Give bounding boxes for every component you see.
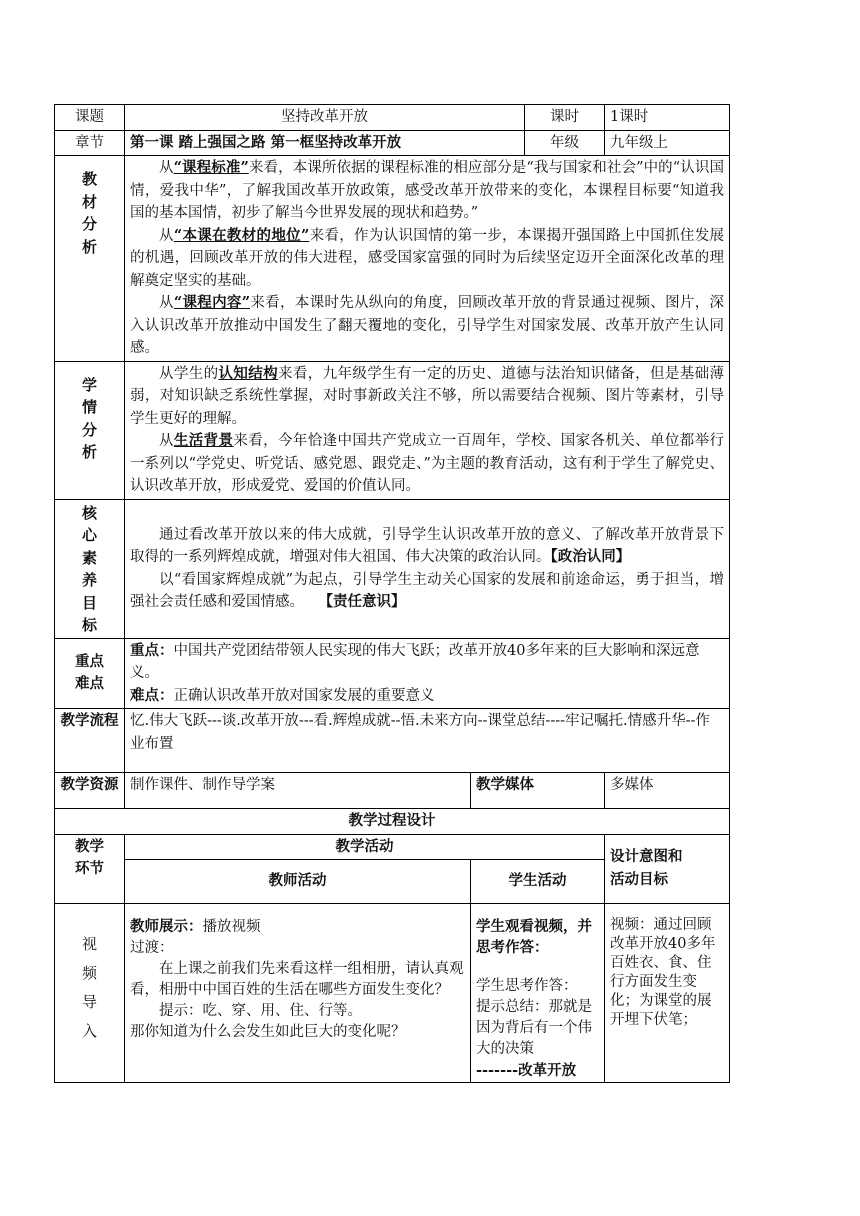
grade-label: 年级 bbox=[525, 130, 605, 156]
student-para-3: -------改革开放 bbox=[476, 1062, 577, 1079]
row-core-goals bbox=[55, 499, 730, 638]
textbook-analysis-content bbox=[125, 156, 730, 362]
key-point: 重点：中国共产党团结带领人民实现的伟大飞跃；改革开放40多年来的巨大影响和深远意义。 bbox=[130, 641, 700, 681]
core-para-1: 通过看改革开放以来的伟大成就，引导学生认识改革开放的意义、了解改革开放背景下取得的一系列辉煌成就，增强对伟大祖国、伟大决策的政治认同。【政治认同】 bbox=[130, 526, 724, 565]
row-process-title bbox=[55, 809, 730, 835]
teacher-activity-content bbox=[125, 904, 471, 1083]
student-activity-content bbox=[471, 904, 605, 1083]
hours-label: 课时 bbox=[525, 105, 605, 131]
lesson-plan-table bbox=[54, 104, 730, 1083]
hours-value: 1课时 bbox=[605, 105, 730, 131]
process-title: 教学过程设计 bbox=[55, 809, 730, 835]
core-para-2: 以“看国家辉煌成就”为起点，引导学生主动关心国家的发展和前途命运，勇于担当，增强社会责任感和爱国情感。 【责任意识】 bbox=[130, 571, 724, 610]
teaching-flow-label: 教学流程 bbox=[55, 709, 125, 773]
row-resources bbox=[55, 773, 730, 809]
student-activity-label: 学生活动 bbox=[471, 860, 605, 904]
resources-value: 制作课件、制作导学案 bbox=[125, 773, 471, 809]
video-intro-label: 视 频 导 入 bbox=[55, 904, 125, 1083]
student-para-1: 从学生的认知结构来看，九年级学生有一定的历史、道德与法治知识储备，但是基础薄弱，对知识缺乏系统性掌握，对时事新政关注不够，所以需要结合视频、图片等素材，引导学生更好的理解。 bbox=[130, 364, 725, 427]
row-key-points bbox=[55, 638, 730, 709]
key-points-label: 重点 难点 bbox=[55, 638, 125, 709]
teaching-flow-content: 忆.伟大飞跃---谈.改革开放---看.辉煌成就--悟.未来方向--课堂总结----牢记嘱托.情感升华--作业布置 bbox=[125, 709, 730, 773]
student-head: 学生观看视频，并思考作答： bbox=[476, 918, 592, 956]
row-student-analysis bbox=[55, 361, 730, 499]
chapter-label: 章节 bbox=[55, 130, 125, 156]
stage-label: 教学 环节 bbox=[55, 834, 125, 904]
student-para-2: 从生活背景来看，今年恰逢中国共产党成立一百周年，学校、国家各机关、单位都举行一系列以“学党史、听党话、感党恩、跟党走、”为主题的教育活动，这有利于学生了解党史、认识改革开放，形成爱党、爱国的价值认同。 bbox=[130, 432, 725, 494]
row-teaching-flow bbox=[55, 709, 730, 773]
teacher-para-3: 那你知道为什么会发生如此巨大的变化呢？ bbox=[130, 1024, 406, 1040]
difficult-point: 难点：正确认识改革开放对国家发展的重要意义 bbox=[130, 686, 435, 704]
topic-label: 课题 bbox=[55, 105, 125, 131]
activity-label: 教学活动 bbox=[125, 834, 605, 860]
row-topic bbox=[55, 105, 730, 131]
row-chapter bbox=[55, 130, 730, 156]
teacher-para-2: 提示：吃、穿、用、住、行等。 bbox=[159, 1003, 362, 1019]
student-analysis-label: 学 情 分 析 bbox=[55, 361, 125, 499]
resources-label: 教学资源 bbox=[55, 773, 125, 809]
textbook-para-2: 从“本课在教材的地位”来看，作为认识国情的第一步，本课揭开强国路上中国抓住发展的机遇，回顾改革开放的伟大进程，感受国家富强的同时为后续坚定迈开全面深化改革的理解奠定坚实的基础。 bbox=[130, 226, 724, 289]
teacher-activity-label: 教师活动 bbox=[125, 860, 471, 904]
textbook-analysis-label: 教 材 分 析 bbox=[55, 156, 125, 362]
row-textbook-analysis bbox=[55, 156, 730, 362]
row-video-intro bbox=[55, 904, 730, 1083]
textbook-para-1: 从“课程标准”来看，本课所依据的课程标准的相应部分是“我与国家和社会”中的“认识国情，爱我中华”，了解我国改革开放政策，感受改革开放带来的变化，本课程目标要“知道我国的基本国情，初步了解当今世界发展的现状和趋势。” bbox=[130, 159, 725, 221]
media-label: 教学媒体 bbox=[471, 773, 605, 809]
design-intent-content: 视频：通过回顾改革开放40多年百姓衣、食、住行方面发生变化；为课堂的展开埋下伏笔； bbox=[605, 904, 730, 1083]
topic-value: 坚持改革开放 bbox=[125, 105, 525, 131]
core-goals-label: 核 心 素 养 目 标 bbox=[55, 499, 125, 638]
media-value: 多媒体 bbox=[605, 773, 730, 809]
teacher-transition: 过渡： bbox=[130, 940, 174, 956]
teacher-para-1: 在上课之前我们先来看这样一组相册，请认真观看，相册中中国百姓的生活在哪些方面发生变化？ bbox=[130, 961, 464, 998]
teacher-show: 教师展示：播放视频 bbox=[130, 918, 261, 935]
student-para-1: 学生思考作答： bbox=[476, 978, 578, 994]
student-para-2: 提示总结：那就是因为背后有一个伟大的决策 bbox=[476, 999, 592, 1057]
design-intent-label: 设计意图和 活动目标 bbox=[605, 834, 730, 904]
textbook-para-3: 从“课程内容”来看，本课时先从纵向的角度，回顾改革开放的背景通过视频、图片，深入认识改革开放推动中国发生了翻天覆地的变化，引导学生对国家发展、改革开放产生认同感。 bbox=[130, 294, 725, 356]
grade-value: 九年级上 bbox=[605, 130, 730, 156]
core-goals-content bbox=[125, 499, 730, 638]
student-analysis-content bbox=[125, 361, 730, 499]
key-points-content bbox=[125, 638, 730, 709]
row-process-header-1 bbox=[55, 834, 730, 860]
chapter-value: 第一课 踏上强国之路 第一框坚持改革开放 bbox=[125, 130, 525, 156]
